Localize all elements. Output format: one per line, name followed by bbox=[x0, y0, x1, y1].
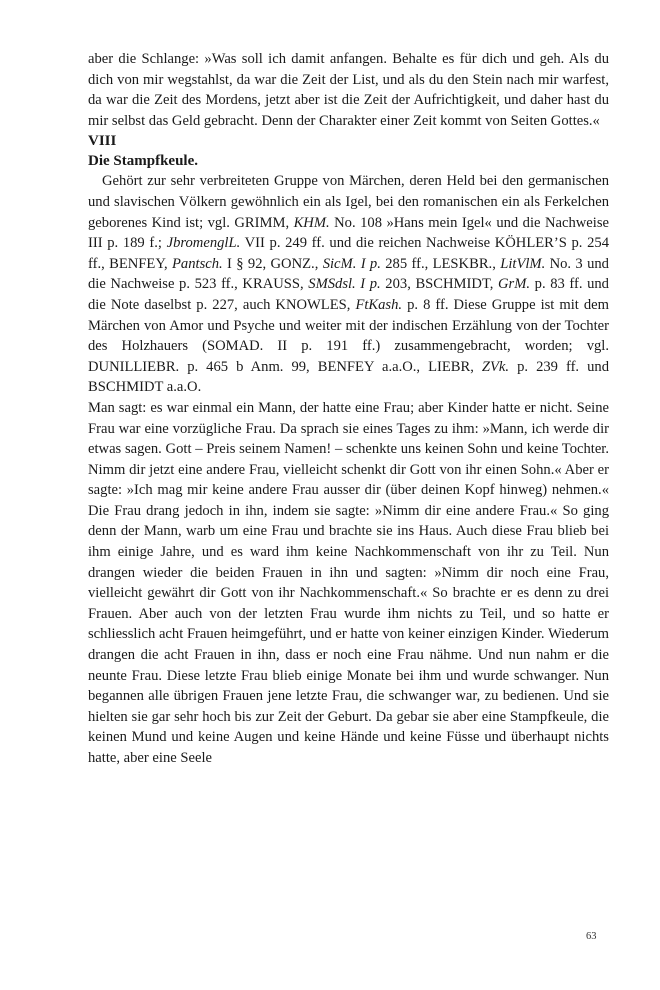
notes-text-segment: 203, BSCHMIDT, bbox=[380, 276, 499, 293]
book-page bbox=[88, 49, 609, 769]
notes-text-segment: 285 ff., LESKBR., bbox=[380, 255, 501, 272]
notes-text-segment: No. 108 »Hans mein Igel« und die Nachweise III p. 189 f.; bbox=[88, 214, 609, 252]
italic-abbreviation: ZVk. bbox=[481, 358, 510, 375]
opening-paragraph: aber die Schlange: »Was soll ich damit anfangen. Behalte es für dich und geh. Als du dich von mir wegstahlst, da war die Zeit der List, und als du den Stein nach mir warfest, da war die Zeit des Mordens, jetzt aber ist die Zeit der Aufrichtigkeit, und daher hast du mir selbst das Geld gebracht. Denn der Charakter einer Zeit kommt von Seiten Gottes.« bbox=[88, 51, 609, 129]
italic-abbreviation: SMSdsl. I p. bbox=[308, 276, 381, 293]
section-number: VIII bbox=[88, 133, 117, 150]
italic-abbreviation: LitVlM. bbox=[500, 255, 546, 272]
page-number: 63 bbox=[586, 931, 597, 942]
notes-text-segment: Gehört zur sehr verbreiteten Gruppe von Märchen, deren Held bei den germanischen und slavischen Völkern gewöhnlich ein als Igel, bei den romanischen ein als Ferkelchen geborenes Kind ist; vgl. GRIMM, bbox=[88, 173, 609, 231]
italic-abbreviation: KHM. bbox=[293, 214, 330, 231]
notes-text-segment: I § 92, GONZ., bbox=[222, 255, 323, 272]
italic-abbreviation: Pantsch. bbox=[172, 255, 223, 272]
section-title: Die Stampfkeule. bbox=[88, 153, 198, 170]
italic-abbreviation: JbromenglL. bbox=[166, 235, 241, 252]
italic-abbreviation: SicM. I p. bbox=[322, 255, 381, 272]
notes-text-segment: No. 3 und die Nachweise p. 523 ff., KRAUSS, bbox=[88, 255, 609, 293]
tale-paragraph: Man sagt: es war einmal ein Mann, der hatte eine Frau; aber Kinder hatte er nicht. Seine Frau war eine vorzügliche Frau. Da sprach sie eines Tages zu ihm: »Mann, ich werde dir etwas sagen. Gott – Preis seinem Namen! – schenkte uns keinen Sohn und keine Tochter. Nimm dir jetzt eine andere Frau, vielleicht schenkt dir Gott von ihr einen Sohn.« Aber er sagte: »Ich mag mir keine andere Frau ausser dir (über deinen Kopf hinweg) nehmen.« Die Frau drang jedoch in ihn, indem sie sagte: »Nimm dir eine andere Frau.« So ging denn der Mann, warb um eine Frau und brachte sie ins Haus. Auch diese Frau blieb bei ihm einige Jahre, und es ward ihm keine Nachkommenschaft von ihr zu Teil. Nun drangen wieder die beiden Frauen in ihn und sagten: »Nimm dir noch eine Frau, vielleicht gewährt dir Gott von ihr Nachkommenschaft.« So brachte er es denn zu drei Frauen. Aber auch von der letzten Frau wurde ihm nichts zu Teil, und so hatte er schliesslich acht Frauen heimgeführt, und er hatte von keiner einzigen Kinder. Wiederum drangen die acht Frauen in ihn, dass er noch eine Frau nähme. Und nun nahm er die neunte Frau. Diese letzte Frau blieb einige Monate bei ihm und wurde schwanger. Nun begannen alle übrigen Frauen jene letzte Frau, die schwanger war, zu bedienen. Und sie hielten sie gar sehr hoch bis zur Zeit der Geburt. Da gebar sie aber eine Stampfkeule, die keinen Mund und keine Augen und keine Hände und keine Füsse und überhaupt nichts hatte, aber eine Seele bbox=[88, 399, 609, 766]
italic-abbreviation: GrM. bbox=[498, 276, 531, 293]
notes-text-segment: p. 83 ff. und die Note daselbst p. 227, auch KNOWLES, bbox=[88, 276, 609, 313]
notes-text-segment: p. 8 ff. Diese Gruppe ist mit dem Märchen von Amor und Psyche und weiter mit der indischen Erzählung von der Tochter des Holzhauers (SOMAD. II p. 191 ff.) zusammengebracht, worden; vgl. DUNILLIEBR. p. 465 b Anm. 99, BENFEY a.a.O., LIEBR, bbox=[88, 296, 609, 375]
italic-abbreviation: FtKash. bbox=[355, 296, 403, 313]
notes-text-segment: VII p. 249 ff. und die reichen Nachweise KÖHLER’S p. 254 ff., BENFEY, bbox=[88, 235, 609, 272]
notes-text-segment: p. 239 ff. und BSCHMIDT a.a.O. bbox=[88, 358, 609, 396]
bibliographic-notes-paragraph bbox=[88, 171, 609, 398]
